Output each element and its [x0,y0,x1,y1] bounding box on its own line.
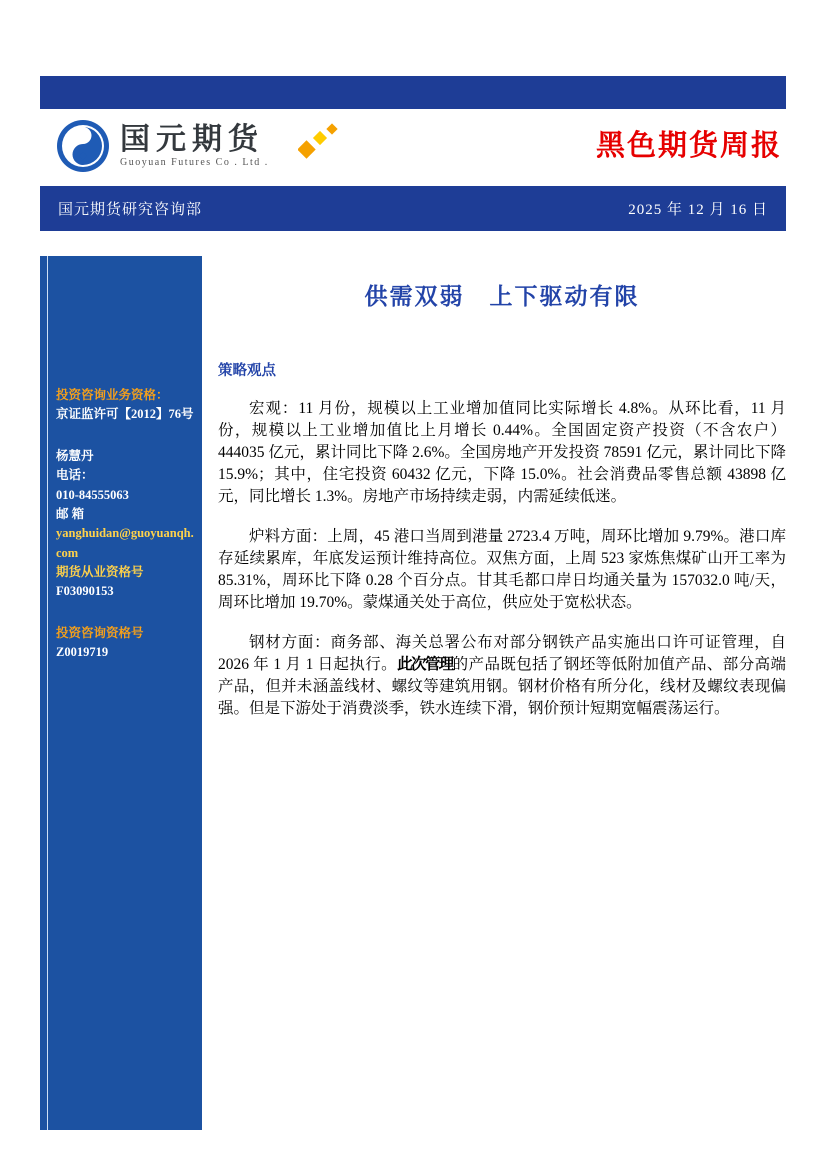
analyst-sidebar [40,256,202,1130]
advisory-license-value: Z0019719 [56,645,109,660]
paragraph-steel-bold: 此次管理 [397,656,453,673]
brand-name-en: Guoyuan Futures Co . Ltd . [120,157,269,169]
email-label: 邮 箱 [56,506,85,521]
sidebar-content [56,386,194,663]
report-body [218,256,786,736]
analyst-name: 杨慧丹 [56,448,94,463]
masthead [40,109,786,186]
brand-name-cn: 国元期货 [120,122,264,156]
paragraph-furnace-materials: 炉料方面：上周，45 港口当周到港量 2723.4 万吨，周环比增加 9.79%。港口库存延续累库，年底发运预计维持高位。双焦方面，上周 523 家炼焦煤矿山开工率为 85.31%，周环比下降 0.28 个百分点。甘其毛都口岸日均通关量为 157032.0 吨/天，周环比增加 19.70%。蒙煤通关处于高位，供应处于宽松状态。 [218,528,786,611]
top-blue-bar [40,76,786,109]
phone-value: 010-84555063 [56,487,129,502]
info-bar [40,186,786,231]
company-logo [56,119,269,173]
paragraph-steel-pre: 钢材方面：商务部、海关总署公布对部分钢铁产品实施出口许可证管理，自 2026 年 1 月 1 日起执行。 [218,634,786,673]
logo-diamond-decoration-icon [298,123,344,163]
email-value: yanghuidan@guoyuanqh.com [56,526,194,560]
article-title: 供需双弱 上下驱动有限 [364,284,640,309]
phone-label: 电话： [56,468,94,483]
advisory-license-label: 投资咨询资格号 [56,625,144,640]
futures-license-label: 期货从业资格号 [56,565,144,579]
report-date: 2025 年 12 月 16 日 [628,202,768,218]
brand-text [120,124,269,169]
paragraph-steel [218,632,786,720]
qualification-label: 投资咨询业务资格： [56,388,169,402]
report-title: 黑色期货周报 [595,130,782,162]
sidebar-rail-line [47,256,48,1130]
section-heading-strategy: 策略观点 [218,363,276,379]
paragraph-macro: 宏观：11 月份，规模以上工业增加值同比实际增长 4.8%。从环比看，11 月份，规模以上工业增加值比上月增长 0.44%。全国固定资产投资（不含农户）444035 亿元，累计同比下降 2.6%。全国房地产开发投资 78591 亿元，累计同比下降 15.9%；其中，住宅投资 60432 亿元，下降 15.0%。社会消费品零售总额 43898 亿元，同比增长 1.3%。房地产市场持续走弱，内需延续低迷。 [218,400,786,505]
qualification-value: 京证监许可【2012】76号 [56,407,194,422]
paragraph-steel-post: 的产品既包括了钢坯等低附加值产品、部分高端产品，但并未涵盖线材、螺纹等建筑用钢。钢材价格有所分化，线材及螺纹表现偏强。但是下游处于消费淡季，铁水连续下滑，钢价预计短期宽幅震荡运行。 [218,656,786,717]
futures-license-value: F03090153 [56,584,114,599]
department-name: 国元期货研究咨询部 [58,202,203,218]
guoyuan-logo-icon [56,119,110,173]
